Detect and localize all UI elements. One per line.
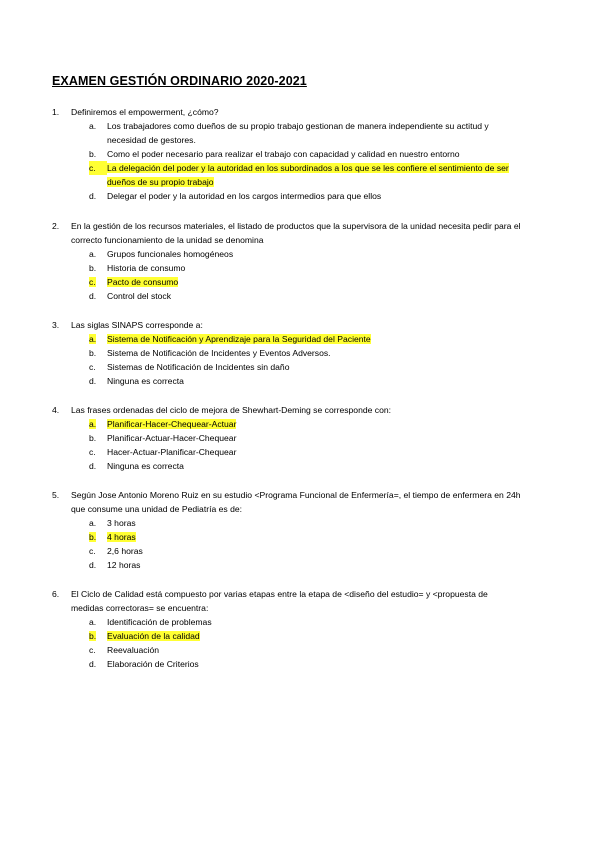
option-letter: a. [89, 249, 97, 259]
question-6 [52, 587, 522, 671]
option-text-highlighted: Pacto de consumo [107, 277, 179, 287]
option-b [89, 261, 522, 275]
option-text: Reevaluación [107, 645, 160, 655]
question-header [52, 105, 522, 119]
option-d [89, 374, 522, 388]
option-a [89, 516, 522, 530]
option-letter: d. [89, 560, 97, 570]
question-text: Según Jose Antonio Moreno Ruiz en su estudio <Programa Funcional de Enfermería=, el tiempo de enfermera en 24h que consume una unidad de Pediatría es de: [71, 490, 521, 514]
option-text-highlighted: La delegación del poder y la autoridad en los subordinados a los que se les confiere el sentimiento de ser dueños de su propio trabajo [107, 163, 509, 187]
option-letter: d. [89, 291, 97, 301]
option-letter: c. [89, 447, 96, 457]
question-number: 5. [52, 490, 60, 500]
option-letter: d. [89, 461, 97, 471]
option-c [89, 360, 522, 374]
question-text: En la gestión de los recursos materiales, el listado de productos que la supervisora de la unidad necesita pedir para el correcto funcionamiento de la unidad se denomina [71, 221, 521, 245]
question-4 [52, 403, 522, 473]
option-d [89, 657, 522, 671]
option-c-correct [89, 275, 522, 289]
question-text: Las siglas SINAPS corresponde a: [71, 320, 203, 330]
option-text: Sistemas de Notificación de Incidentes sin daño [107, 362, 290, 372]
option-b [89, 346, 522, 360]
option-letter: d. [89, 376, 97, 386]
option-text: Ninguna es correcta [107, 376, 184, 386]
option-text: Como el poder necesario para realizar el trabajo con capacidad y calidad en nuestro entorno [107, 149, 460, 159]
question-text: El Ciclo de Calidad está compuesto por varias etapas entre la etapa de <diseño del estudio= y <propuesta de medidas correctoras= se encuentra: [71, 589, 488, 613]
option-a [89, 119, 522, 147]
question-header [52, 488, 522, 516]
option-c-correct [89, 161, 522, 189]
question-2 [52, 219, 522, 303]
option-text: Planificar-Actuar-Hacer-Chequear [107, 433, 237, 443]
option-letter: d. [89, 659, 97, 669]
question-header [52, 318, 522, 332]
option-d [89, 289, 522, 303]
question-text: Definiremos el empowerment, ¿cómo? [71, 107, 219, 117]
option-letter: c. [89, 161, 107, 175]
question-number: 1. [52, 107, 60, 117]
option-letter-highlighted: b. [89, 631, 97, 641]
option-a-correct [89, 417, 522, 431]
option-text: 12 horas [107, 560, 141, 570]
option-text: Elaboración de Criterios [107, 659, 199, 669]
option-b-correct [89, 629, 522, 643]
option-letter: d. [89, 191, 97, 201]
option-a [89, 615, 522, 629]
question-header [52, 219, 522, 247]
option-text-highlighted: 4 horas [107, 532, 136, 542]
option-letter: b. [89, 348, 97, 358]
option-letter: a. [89, 617, 97, 627]
option-a-correct [89, 332, 522, 346]
option-text: Ninguna es correcta [107, 461, 184, 471]
option-letter-highlighted: a. [89, 419, 97, 429]
option-letter-highlighted: b. [89, 532, 97, 542]
option-d [89, 558, 522, 572]
option-b [89, 431, 522, 445]
option-letter: b. [89, 433, 97, 443]
option-text: Grupos funcionales homogéneos [107, 249, 234, 259]
option-d [89, 189, 522, 203]
question-header [52, 587, 522, 615]
option-letter: a. [89, 121, 97, 131]
question-text: Las frases ordenadas del ciclo de mejora de Shewhart-Deming se corresponde con: [71, 405, 392, 415]
option-letter-highlighted: c. [89, 277, 96, 287]
option-letter: b. [89, 149, 97, 159]
question-3 [52, 318, 522, 388]
option-text: 3 horas [107, 518, 136, 528]
question-number: 4. [52, 405, 60, 415]
exam-title: EXAMEN GESTIÓN ORDINARIO 2020-2021 [52, 74, 307, 88]
option-text-highlighted: Sistema de Notificación y Aprendizaje para la Seguridad del Paciente [107, 334, 371, 344]
option-b [89, 147, 522, 161]
option-d [89, 459, 522, 473]
option-text-highlighted: Evaluación de la calidad [107, 631, 200, 641]
option-text: Hacer-Actuar-Planificar-Chequear [107, 447, 237, 457]
question-5 [52, 488, 522, 572]
option-c [89, 445, 522, 459]
option-text: Identificación de problemas [107, 617, 212, 627]
option-letter: b. [89, 263, 97, 273]
option-text: Control del stock [107, 291, 172, 301]
question-number: 3. [52, 320, 60, 330]
question-1 [52, 105, 522, 203]
option-c [89, 544, 522, 558]
option-letter: c. [89, 546, 96, 556]
option-letter: c. [89, 645, 96, 655]
option-b-correct [89, 530, 522, 544]
option-text: Historia de consumo [107, 263, 186, 273]
question-number: 2. [52, 221, 60, 231]
option-text: Delegar el poder y la autoridad en los cargos intermedios para que ellos [107, 191, 382, 201]
option-c [89, 643, 522, 657]
option-text: 2,6 horas [107, 546, 143, 556]
option-text-highlighted: Planificar-Hacer-Chequear-Actuar [107, 419, 237, 429]
option-letter: a. [89, 518, 97, 528]
option-letter: c. [89, 362, 96, 372]
option-letter-highlighted: a. [89, 334, 97, 344]
question-number: 6. [52, 589, 60, 599]
option-a [89, 247, 522, 261]
question-header [52, 403, 522, 417]
option-text: Sistema de Notificación de Incidentes y Eventos Adversos. [107, 348, 331, 358]
option-text: Los trabajadores como dueños de su propio trabajo gestionan de manera independiente su actitud y necesidad de gestores. [107, 121, 489, 145]
